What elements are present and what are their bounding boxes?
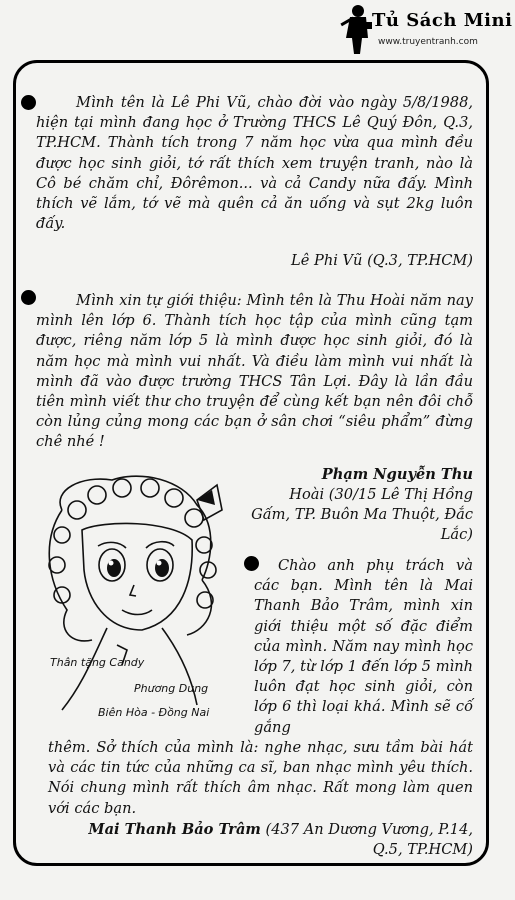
letter-2-signature-name: Phạm Nguyễn Thu — [321, 466, 473, 483]
letter-3-signature — [60, 820, 473, 860]
brand-title: Tủ Sách Mini — [372, 10, 513, 31]
letter-1-body: Mình tên là Lê Phi Vũ, chào đời vào ngày 5/8/1988, hiện tại mình đang học ở Trường THCS Lê Quý Đôn, Q.3, TP.HCM. Thành tích trong 7 năm học vừa qua mình đều được học sinh giỏi, tớ rất thích xem truyện tranh, nào là Cô bé chăm chỉ, Đôrêmon... và cả Candy nữa đấy. Mình thích vẽ lắm, tớ vẽ mà quên cả ăn uống và sụt 2kg luôn đấy. — [36, 94, 473, 233]
letter-3-signature-address: (437 An Dương Vương, P.14, Q.5, TP.HCM) — [265, 821, 473, 859]
letter-3-signature-name: Mai Thanh Bảo Trâm — [88, 821, 261, 838]
drawing-caption-artist: Phương Dung — [134, 682, 209, 695]
bullet-icon — [21, 290, 36, 305]
brand-url: www.truyentranh.com — [378, 37, 478, 47]
letter-2-body: Mình xin tự giới thiệu: Mình tên là Thu Hoài năm nay mình lên lớp 6. Thành tích học tập của mình cũng tạm được, riêng năm lớp 5 là mình được học sinh giỏi, đó là năm học mà mình vui nhất. Và điều làm mình vui nhất là mình đã vào được trường THCS Tân Lợi. Đây là lần đầu tiên mình viết thư cho truyện để cùng kết bạn nên đôi chỗ còn lủng củng mong các bạn ở sân chơi “siêu phẩm” đừng chê nhé ! — [36, 292, 473, 451]
letter-3-body-part2: thêm. Sở thích của mình là: nghe nhạc, sưu tầm bài hát và các tin tức của những ca sĩ, ban nhạc mình yêu thích. Nói chung mình rất thích âm nhạc. Rất mong làm quen với các bạn. — [48, 739, 473, 817]
reading-figure-icon — [338, 2, 374, 56]
letter-2-signature-address: Hoài (30/15 Lê Thị Hồng Gấm, TP. Buôn Ma Thuột, Đắc Lắc) — [251, 486, 473, 544]
drawing-caption-dedication: Thân tặng Candy — [50, 656, 145, 669]
letter-1-signature: Lê Phi Vũ (Q.3, TP.HCM) — [291, 252, 473, 269]
letter-3-body-part1: Chào anh phụ trách và các bạn. Mình tên là Mai Thanh Bảo Trâm, mình xin giới thiệu một số đặc điểm của mình. Năm nay mình học lớp 7, từ lớp 1 đến lớp 5 mình luôn đạt học sinh giỏi, còn lớp 6 thì loại khá. Mình sẽ cố gắng — [254, 557, 473, 736]
header — [0, 0, 515, 60]
drawing-caption-location: Biên Hòa - Đồng Nai — [98, 706, 210, 719]
bullet-icon — [21, 95, 36, 110]
